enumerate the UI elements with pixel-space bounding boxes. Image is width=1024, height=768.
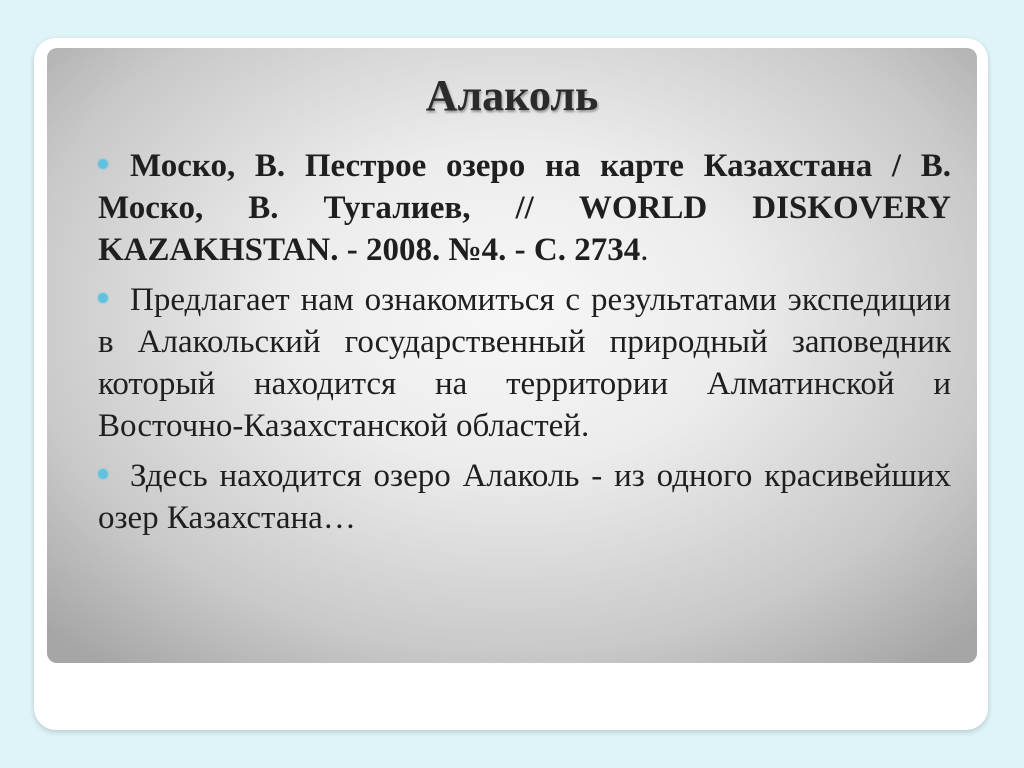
citation-tail: . xyxy=(640,232,649,268)
bullet-icon xyxy=(98,469,108,479)
bullet-icon xyxy=(98,293,108,303)
bullet-list xyxy=(98,145,951,547)
slide-title: Алаколь xyxy=(425,71,599,120)
citation-text: Моско, В. Пестрое озеро на карте Казахстана / В. Моско, В. Тугалиев, // WORLD DISKOVERY KAZAKHSTAN. - 2008. №4. - С. 2734 xyxy=(98,148,951,268)
item-text: Предлагает нам ознакомиться с результатами экспедиции в Алакольский государственный природный заповедник который находится на территории Алматинской и Восточно-Казахстанской областей. xyxy=(98,282,951,444)
bullet-icon xyxy=(98,159,108,169)
list-item xyxy=(98,279,951,447)
list-item xyxy=(98,455,951,539)
item-text: Здесь находится озеро Алаколь - из одного красивейших озер Казахстана… xyxy=(98,458,951,536)
list-item xyxy=(98,145,951,271)
